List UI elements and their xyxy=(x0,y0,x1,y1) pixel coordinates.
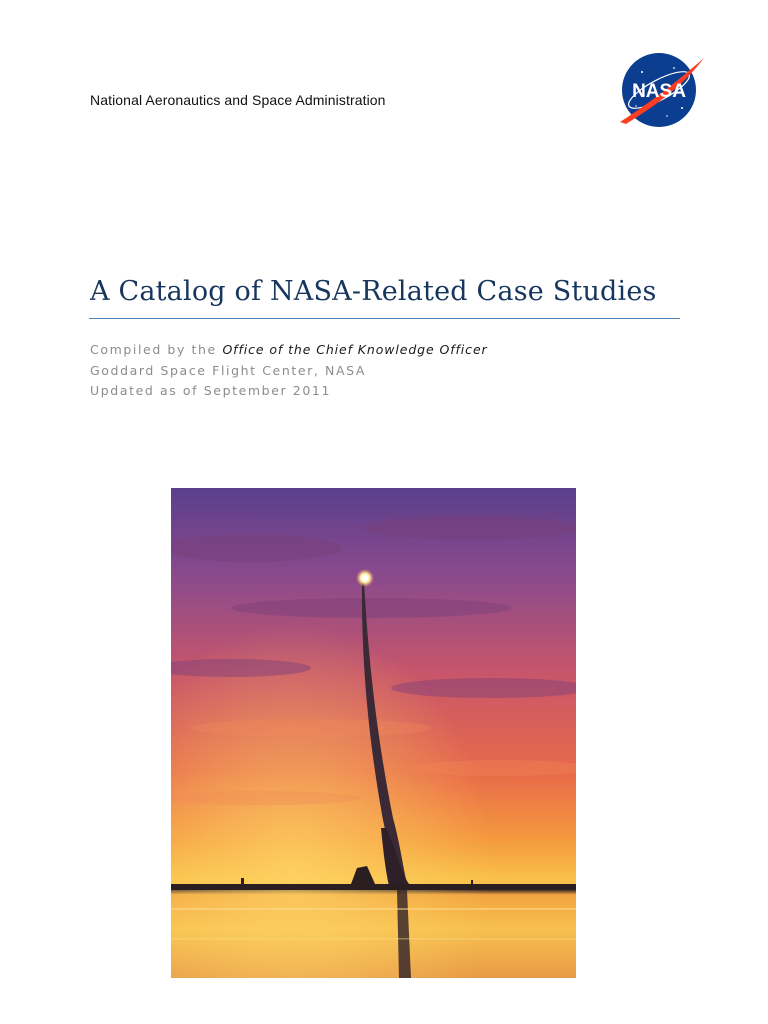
nasa-logo xyxy=(612,50,708,132)
rocket-launch-photo xyxy=(171,488,576,978)
center-line: Goddard Space Flight Center, NASA xyxy=(90,362,367,378)
agency-name: National Aeronautics and Space Administration xyxy=(90,92,386,108)
nasa-meatball-icon xyxy=(612,50,708,132)
document-title: A Catalog of NASA-Related Case Studies xyxy=(90,276,657,307)
title-divider xyxy=(89,318,680,319)
compiled-by-line xyxy=(90,340,488,361)
document-metadata xyxy=(90,340,488,402)
updated-line: Updated as of September 2011 xyxy=(90,383,332,398)
cover-photo xyxy=(171,488,576,978)
compiled-prefix: Compiled by the xyxy=(90,342,217,357)
nasa-logo-text: NASA xyxy=(632,81,686,102)
compiled-office: Office of the Chief Knowledge Officer xyxy=(222,342,488,357)
